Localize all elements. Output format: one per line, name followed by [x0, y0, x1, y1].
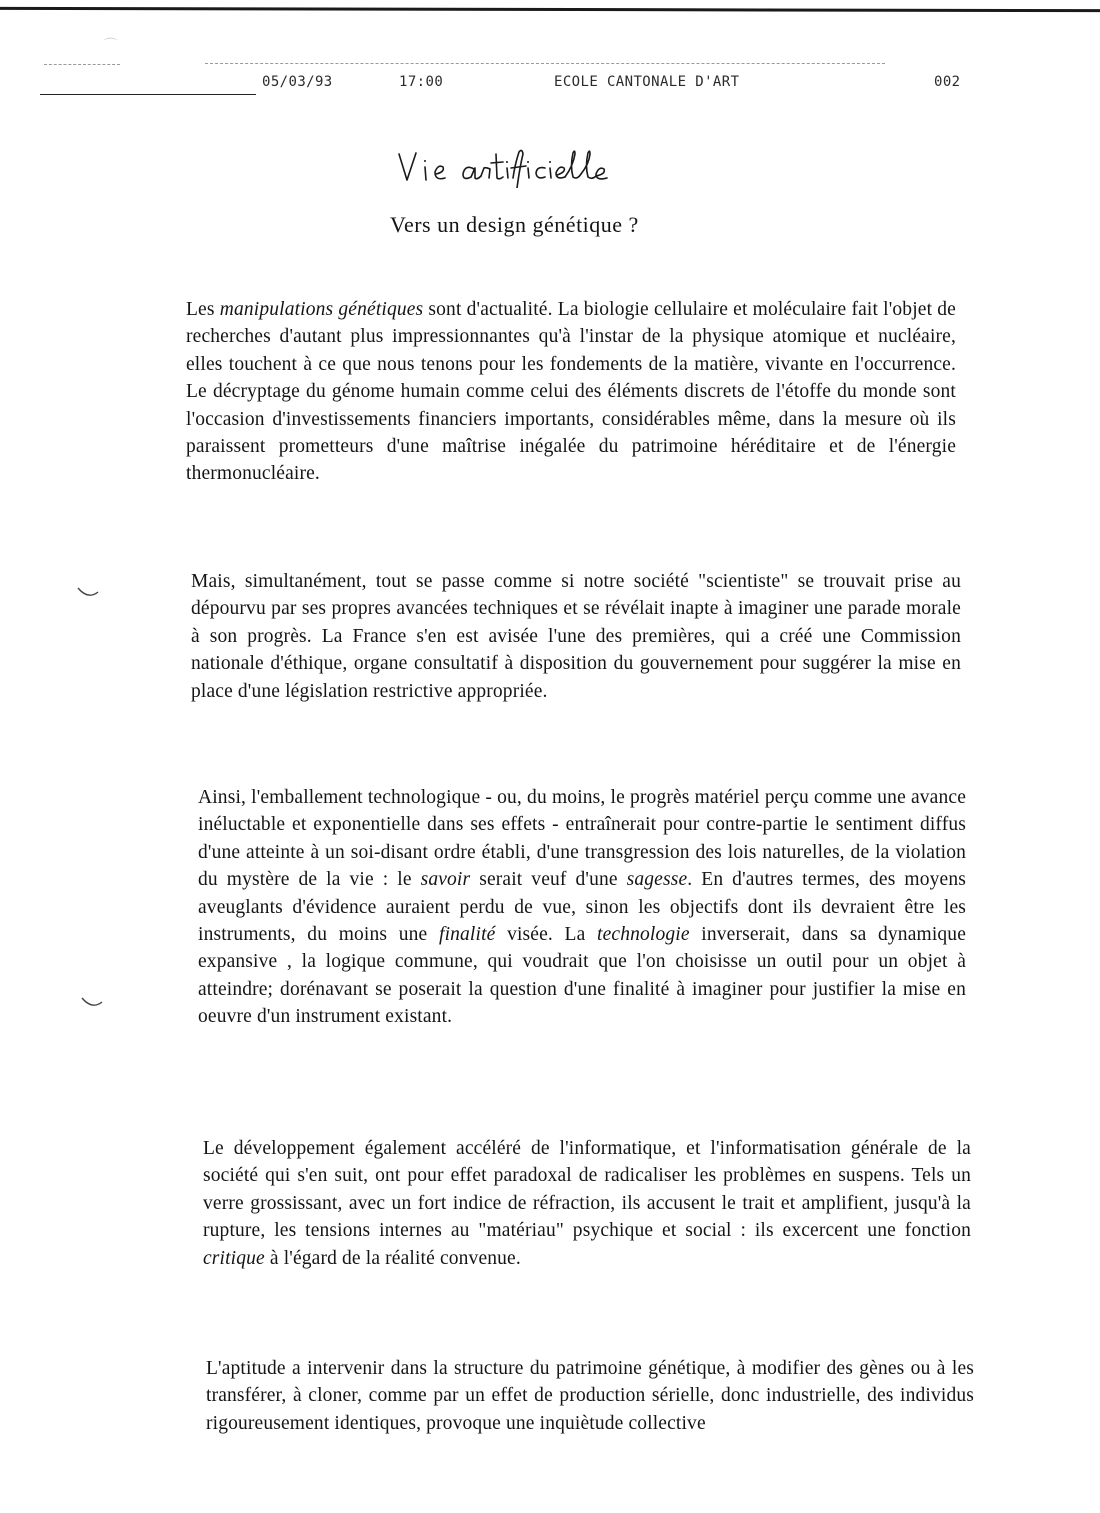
text-run: Le développement également accéléré de l'informatique, et l'informatisation générale de la société qui s'en suit, ont pour effet paradoxal de radicaliser les problèmes en suspens. Tels un verre grossissant, avec un fort indice de réfraction, ils accusent le trait et amplifient, jusqu'à la rupture, les tensions internes au "matériau" psychique et social : ils excercent une fonction	[203, 1138, 971, 1242]
italic-text-run: critique	[203, 1247, 265, 1269]
handwritten-title	[395, 144, 685, 188]
fax-page-number: 002	[934, 74, 961, 90]
body-paragraph-1	[186, 296, 956, 488]
italic-text-run: technologie	[597, 924, 690, 946]
header-dashed-line-left	[44, 64, 120, 65]
text-run: Mais, simultanément, tout se passe comme si notre société "scientiste" se trouvait prise au dépourvu par ses propres avancées techniques et se révélait inapte à imaginer une parade morale à son progrès. La France s'en est avisée l'une des premières, qui a créé une Commission nationale d'éthique, organe consultatif à disposition du gouvernement pour suggérer la mise en place d'une législation restrictive appropriée.	[191, 571, 961, 702]
body-paragraph-3	[198, 784, 966, 1031]
header-dashed-line	[205, 63, 885, 64]
text-run: visée. La	[495, 924, 598, 946]
text-run: Les	[186, 299, 220, 320]
subtitle: Vers un design génétique ?	[390, 212, 639, 237]
italic-text-run: sagesse	[626, 869, 688, 891]
body-paragraph-4	[203, 1135, 971, 1272]
text-run: Ainsi, l'emballement technologique - ou, du moins, le progrès matériel perçu comme une avance inéluctable et exponentielle dans ses effets - entraînerait pour contre-partie le sentiment diffus d'une atteinte à un soi-disant ordre établi, d'une transgression des lois naturelles, de la violation du mystère de la vie : le	[198, 787, 966, 891]
scan-mark: ⌒	[104, 37, 118, 52]
fax-time: 17:00	[399, 74, 444, 90]
punch-hole-mark	[76, 586, 100, 600]
punch-hole-mark	[80, 996, 104, 1010]
body-paragraph-2	[191, 568, 961, 705]
text-run: à l'égard de la réalité convenue.	[264, 1247, 521, 1269]
page-top-rule	[0, 7, 1100, 12]
italic-text-run: savoir	[420, 869, 471, 891]
italic-text-run: manipulations génétiques	[219, 299, 424, 320]
text-run: . En d'autres termes, des moyens aveuglants d'évidence auraient perdu de vue, sinon les objectifs dont ils devraient être les instruments, du moins une	[198, 869, 966, 946]
fax-header	[262, 74, 968, 94]
handwritten-title-drawing	[395, 144, 685, 188]
text-run: sont d'actualité. La biologie cellulaire et moléculaire fait l'objet de recherches d'autant plus impressionnantes qu'à l'instar de la physique atomique et nucléaire, elles touchent à ce que nous tenons pour les fondements de la matière, vivante en l'occurrence. Le décryptage du génome humain comme celui des éléments discrets de l'étoffe du monde sont l'occasion d'investissements financiers importants, considérables même, dans la mesure où ils paraissent prometteurs d'une maîtrise inégalée du patrimoine héréditaire et de l'énergie thermonucléaire.	[186, 299, 956, 485]
text-run: L'aptitude a intervenir dans la structure du patrimoine génétique, à modifier des gènes ou à les transférer, à cloner, comme par un effet de production sérielle, donc industrielle, des individus rigoureusement identiques, provoque une inquiètude collective	[206, 1358, 974, 1434]
body-paragraph-5	[206, 1355, 974, 1437]
text-run: serait veuf d'une	[470, 869, 627, 891]
header-underline	[40, 94, 256, 95]
fax-sender: ECOLE CANTONALE D'ART	[554, 74, 740, 90]
fax-date: 05/03/93	[262, 74, 333, 90]
text-run: inverserait, dans sa dynamique expansive , la logique commune, qui voudrait que l'on choisisse un outil pour un objet à atteindre; dorénavant se poserait la question d'une finalité à imaginer pour justifier la mise en oeuvre d'un instrument existant.	[198, 924, 966, 1028]
italic-text-run: finalité	[439, 924, 496, 946]
